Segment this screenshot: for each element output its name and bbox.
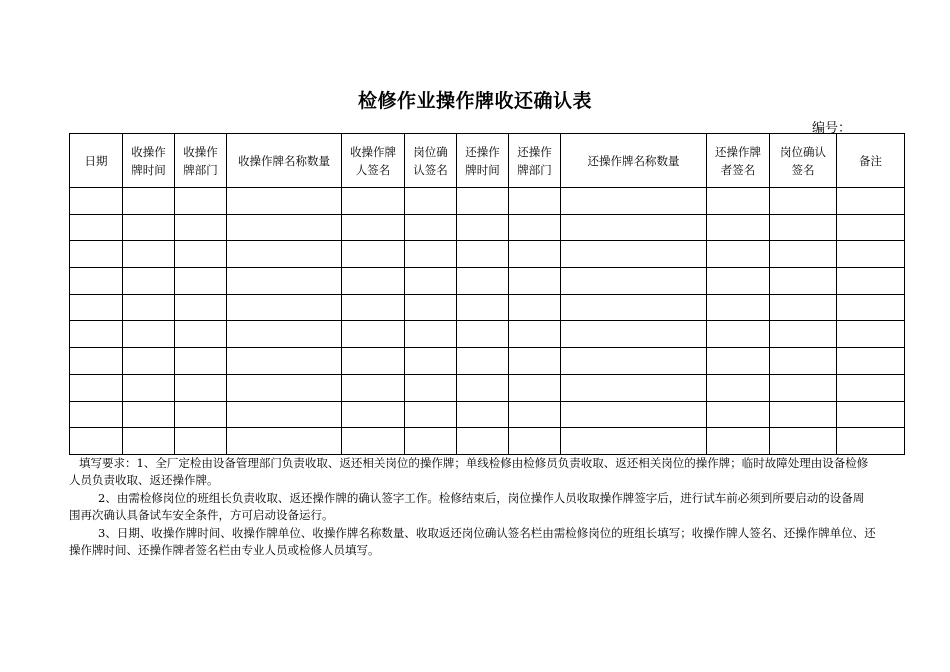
table-cell [123,374,175,401]
header-remarks: 备注 [837,134,905,188]
table-cell [509,428,561,455]
table-cell [342,214,405,241]
table-cell [707,188,770,215]
table-cell [770,188,837,215]
table-cell [707,241,770,268]
table-cell [123,401,175,428]
table-cell [561,268,707,295]
header-collect-tag-name-qty: 收操作牌名称数量 [227,134,342,188]
table-cell [175,214,227,241]
table-cell [707,374,770,401]
table-cell [770,401,837,428]
table-cell [561,374,707,401]
table-cell [175,241,227,268]
table-cell [837,348,905,375]
header-post-confirm-signature-2: 岗位确认 签名 [770,134,837,188]
table-cell [70,348,123,375]
table-cell [509,188,561,215]
table-cell [405,241,457,268]
table-cell [70,321,123,348]
fill-instructions [69,455,879,559]
table-cell [342,348,405,375]
table-cell [405,348,457,375]
table-cell [561,188,707,215]
table-cell [123,348,175,375]
header-return-dept: 还操作 牌部门 [509,134,561,188]
header-collect-time: 收操作 牌时间 [123,134,175,188]
table-cell [342,321,405,348]
table-cell [770,321,837,348]
table-cell [509,321,561,348]
table-cell [175,348,227,375]
table-cell [123,214,175,241]
table-cell [457,428,509,455]
table-cell [70,214,123,241]
table-cell [70,428,123,455]
table-cell [770,294,837,321]
table-cell [561,214,707,241]
table-row [70,241,905,268]
table-body [70,188,905,455]
table-cell [405,321,457,348]
table-cell [770,241,837,268]
table-row [70,188,905,215]
table-cell [561,401,707,428]
table-cell [123,428,175,455]
table-cell [837,428,905,455]
table-cell [342,374,405,401]
table-cell [123,321,175,348]
header-collector-signature: 收操作牌 人签名 [342,134,405,188]
table-cell [707,428,770,455]
header-returner-signature: 还操作牌 者签名 [707,134,770,188]
header-collect-dept: 收操作 牌部门 [175,134,227,188]
table-cell [70,374,123,401]
table-cell [561,428,707,455]
table-cell [227,294,342,321]
table-cell [175,401,227,428]
table-row [70,374,905,401]
table-cell [770,268,837,295]
table-cell [70,268,123,295]
table-cell [70,241,123,268]
table-row [70,294,905,321]
table-cell [227,268,342,295]
header-return-tag-name-qty: 还操作牌名称数量 [561,134,707,188]
instruction-3-cont: 操作牌时间、还操作牌者签名栏由专业人员或检修人员填写。 [69,543,380,558]
table-cell [457,188,509,215]
table-cell [457,321,509,348]
table-cell [837,321,905,348]
instruction-3: 3、日期、收操作牌时间、收操作牌单位、收操作牌名称数量、收取返还岗位确认签名栏由需检修岗位的班组长填写；收操作牌人签名、还操作牌单位、还 [98,525,876,540]
table-cell [405,401,457,428]
table-row [70,214,905,241]
table-cell [405,294,457,321]
header-return-time: 还操作 牌时间 [457,134,509,188]
table-cell [509,401,561,428]
table-cell [123,268,175,295]
table-cell [457,348,509,375]
table-cell [342,401,405,428]
table-cell [770,348,837,375]
header-date: 日期 [70,134,123,188]
table-cell [457,241,509,268]
table-row [70,428,905,455]
table-cell [707,348,770,375]
table-cell [707,268,770,295]
table-cell [837,241,905,268]
table-cell [707,214,770,241]
table-cell [561,321,707,348]
table-cell [405,188,457,215]
table-cell [227,428,342,455]
table-cell [342,294,405,321]
table-cell [509,241,561,268]
instruction-2: 2、由需检修岗位的班组长负责收取、返还操作牌的确认签字工作。检修结束后，岗位操作人员收取操作牌签字后，进行试车前必须到所要启动的设备周 [98,490,865,505]
table-cell [509,374,561,401]
table-cell [561,348,707,375]
table-cell [175,428,227,455]
tag-return-table [69,133,905,455]
table-cell [175,374,227,401]
table-row [70,401,905,428]
table-cell [509,268,561,295]
table-cell [227,348,342,375]
instruction-2-cont: 围再次确认具备试车安全条件，方可启动设备运行。 [69,508,334,523]
table-cell [227,401,342,428]
table-cell [227,241,342,268]
table-cell [457,294,509,321]
table-cell [123,294,175,321]
table-cell [457,374,509,401]
table-row [70,268,905,295]
table-row [70,321,905,348]
table-cell [457,401,509,428]
table-cell [175,268,227,295]
form-title: 检修作业操作牌收还确认表 [357,90,592,112]
table-cell [405,374,457,401]
table-cell [707,401,770,428]
table-cell [342,241,405,268]
table-cell [70,401,123,428]
table-cell [405,268,457,295]
table-cell [509,294,561,321]
table-cell [457,268,509,295]
table-cell [227,214,342,241]
table-cell [770,214,837,241]
table-cell [707,321,770,348]
table-cell [837,214,905,241]
table-cell [175,188,227,215]
table-row [70,348,905,375]
table-cell [227,374,342,401]
table-cell [70,188,123,215]
table-cell [227,321,342,348]
table-cell [837,188,905,215]
table-cell [342,188,405,215]
table-cell [70,294,123,321]
table-cell [175,321,227,348]
table-cell [175,294,227,321]
table-cell [405,428,457,455]
table-cell [227,188,342,215]
table-cell [405,214,457,241]
table-cell [561,241,707,268]
table-cell [770,374,837,401]
instruction-1: 填写要求：1、全厂定检由设备管理部门负责收取、返还相关岗位的操作牌；单线检修由检修员负责收取、返还相关岗位的操作牌；临时故障处理由设备检修 人员负责收取、返还操作牌。 [69,456,869,488]
table-cell [123,241,175,268]
table-cell [342,268,405,295]
table-cell [123,188,175,215]
table-cell [770,428,837,455]
table-cell [707,294,770,321]
header-post-confirm-signature: 岗位确 认签名 [405,134,457,188]
table-cell [837,374,905,401]
table-cell [342,428,405,455]
table-cell [837,294,905,321]
table-cell [509,348,561,375]
table-cell [561,294,707,321]
table-cell [509,214,561,241]
table-header-row [70,134,905,188]
table-cell [457,214,509,241]
serial-number-label: 编号： [812,121,852,136]
table-cell [837,268,905,295]
table-cell [837,401,905,428]
